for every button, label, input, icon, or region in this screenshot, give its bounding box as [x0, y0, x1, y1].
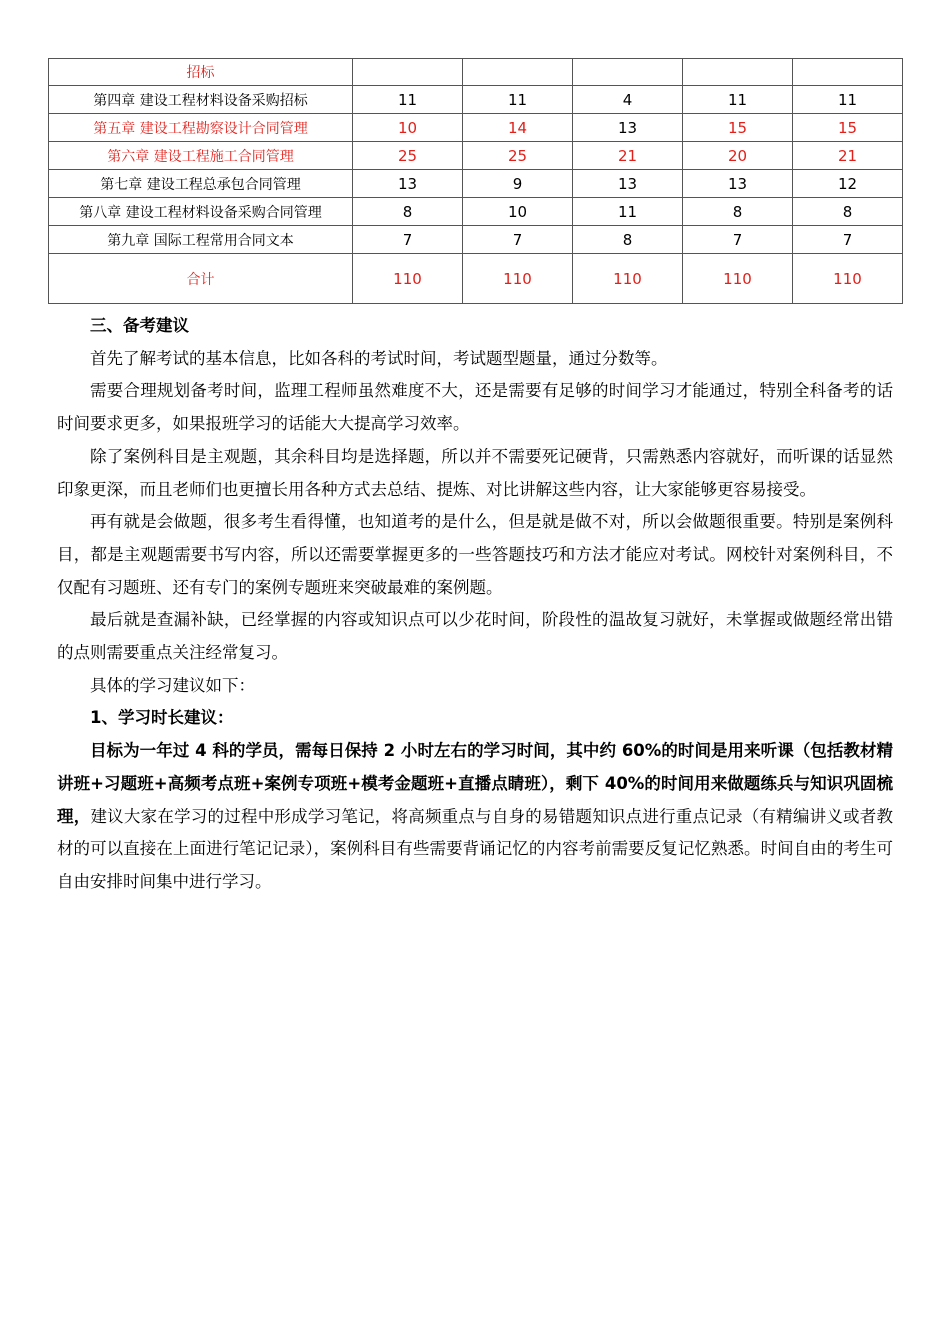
chapter-cell: 第八章 建设工程材料设备采购合同管理 — [49, 198, 353, 226]
paragraph: 最后就是查漏补缺，已经掌握的内容或知识点可以少花时间，阶段性的温故复习就好，未掌握或做题经常出错的点则需要重点关注经常复习。 — [57, 610, 893, 663]
regular-text: 建议大家在学习的过程中形成学习笔记，将高频重点与自身的易错题知识点进行重点记录（有精编讲义或者教材的可以直接在上面进行笔记记录），案例科目有些需要背诵记忆的内容考前需要反复记忆熟悉。时间自由的考生可自由安排时间集中进行学习。 — [57, 806, 894, 891]
sub-heading: 1、学习时长建议： — [90, 708, 234, 728]
value-cell: 13 — [683, 170, 793, 198]
value-cell — [793, 59, 903, 86]
chapter-cell: 第五章 建设工程勘察设计合同管理 — [49, 114, 353, 142]
paragraph: 再有就是会做题，很多考生看得懂，也知道考的是什么，但是就是做不对，所以会做题很重要。特别是案例科目，都是主观题需要书写内容，所以还需要掌握更多的一些答题技巧和方法才能应对考试。网校针对案例科目，不仅配有习题班、还有专门的案例专题班来突破最难的案例题。 — [57, 512, 893, 597]
total-value-cell: 110 — [573, 254, 683, 304]
chapter-cell: 第九章 国际工程常用合同文本 — [49, 226, 353, 254]
value-cell: 15 — [793, 114, 903, 142]
chapter-cell: 第四章 建设工程材料设备采购招标 — [49, 86, 353, 114]
chapter-cell: 第七章 建设工程总承包合同管理 — [49, 170, 353, 198]
chapter-score-table — [48, 58, 903, 304]
paragraph: 需要合理规划备考时间，监理工程师虽然难度不大，还是需要有足够的时间学习才能通过，特别全科备考的话时间要求更多，如果报班学习的话能大大提高学习效率。 — [57, 381, 893, 434]
total-label: 合计 — [49, 254, 353, 304]
value-cell: 7 — [463, 226, 573, 254]
table-row — [49, 142, 903, 170]
table-row — [49, 86, 903, 114]
value-cell: 13 — [573, 114, 683, 142]
value-cell: 20 — [683, 142, 793, 170]
value-cell: 7 — [683, 226, 793, 254]
value-cell: 11 — [793, 86, 903, 114]
paragraph: 除了案例科目是主观题，其余科目均是选择题，所以并不需要死记硬背，只需熟悉内容就好，而听课的话显然印象更深，而且老师们也更擅长用各种方式去总结、提炼、对比讲解这些内容，让大家能够更容易接受。 — [57, 446, 893, 499]
value-cell: 11 — [463, 86, 573, 114]
total-value-cell: 110 — [793, 254, 903, 304]
table-row — [49, 170, 903, 198]
value-cell: 11 — [353, 86, 463, 114]
paragraph: 具体的学习建议如下： — [90, 675, 255, 695]
paragraph: 首先了解考试的基本信息，比如各科的考试时间，考试题型题量，通过分数等。 — [90, 348, 668, 368]
table-row — [49, 59, 903, 86]
value-cell: 8 — [793, 198, 903, 226]
value-cell — [353, 59, 463, 86]
value-cell: 4 — [573, 86, 683, 114]
study-advice-section — [57, 310, 893, 899]
value-cell: 8 — [573, 226, 683, 254]
value-cell: 9 — [463, 170, 573, 198]
value-cell — [683, 59, 793, 86]
chapter-cell: 第六章 建设工程施工合同管理 — [49, 142, 353, 170]
section-heading: 三、备考建议 — [90, 316, 189, 335]
value-cell: 10 — [353, 114, 463, 142]
total-value-cell: 110 — [463, 254, 573, 304]
total-value-cell: 110 — [353, 254, 463, 304]
value-cell: 10 — [463, 198, 573, 226]
value-cell: 12 — [793, 170, 903, 198]
value-cell — [573, 59, 683, 86]
value-cell: 7 — [793, 226, 903, 254]
paragraph-study-duration — [57, 735, 893, 899]
value-cell: 8 — [683, 198, 793, 226]
table-body — [49, 59, 903, 304]
value-cell: 25 — [353, 142, 463, 170]
value-cell: 14 — [463, 114, 573, 142]
value-cell: 13 — [353, 170, 463, 198]
chapter-cell: 招标 — [49, 59, 353, 86]
value-cell: 8 — [353, 198, 463, 226]
value-cell: 11 — [683, 86, 793, 114]
value-cell: 21 — [573, 142, 683, 170]
total-value-cell: 110 — [683, 254, 793, 304]
value-cell: 15 — [683, 114, 793, 142]
value-cell — [463, 59, 573, 86]
table-row — [49, 198, 903, 226]
bold-text: 目标为一年过 4 科的学员，需每日保持 2 小时左右的学习时间，其中约 60%的时间是用来听课（包括教材精讲班+习题班+高频考点班+案例专项班+模考金题班+直播点睛班），剩下 40%的时间用来做题练兵与知识巩固梳理， — [57, 741, 893, 826]
table-row — [49, 226, 903, 254]
table-row — [49, 114, 903, 142]
value-cell: 25 — [463, 142, 573, 170]
value-cell: 7 — [353, 226, 463, 254]
value-cell: 13 — [573, 170, 683, 198]
total-row — [49, 254, 903, 304]
value-cell: 11 — [573, 198, 683, 226]
value-cell: 21 — [793, 142, 903, 170]
